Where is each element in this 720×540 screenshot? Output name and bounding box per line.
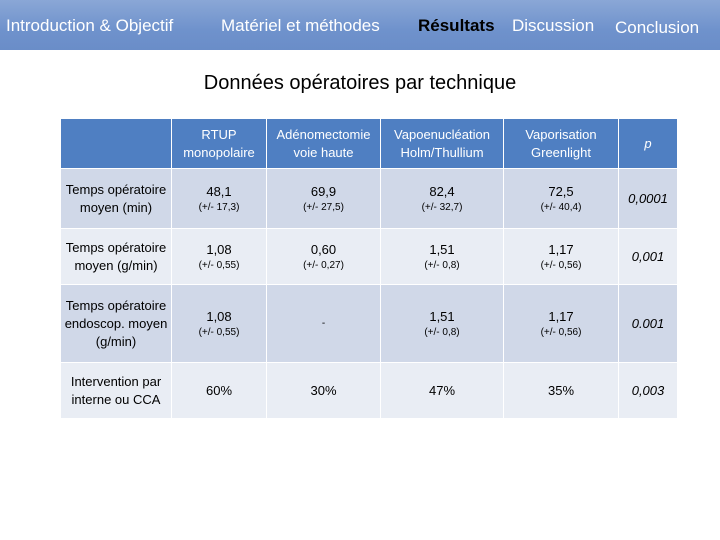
cell-sd: (+/- 0,27) [303,259,344,271]
cell-value: 47% [428,382,456,398]
table-cell [267,169,381,229]
header-p: p [619,119,678,169]
slide-title: Données opératoires par technique [203,72,517,94]
cell-value: 1,08 [206,308,232,324]
cell-sd: (+/- 40,4) [540,201,582,213]
cell-value: 72,5 [548,183,574,199]
table-cell [267,285,381,363]
cell-sd: (+/- 27,5) [303,201,344,213]
row-label: Temps opératoire endoscop. moyen (g/min) [61,285,172,363]
table-row [61,363,678,419]
row-label: Temps opératoire moyen (g/min) [61,229,172,285]
cell-value: 1,51 [429,308,455,324]
header-rtup: RTUP monopolaire [172,119,267,169]
cell-value: 1,17 [548,241,574,257]
table-cell [172,229,267,285]
cell-sd: (+/- 0,56) [540,326,582,338]
header-vaporisation: Vaporisation Greenlight [504,119,619,169]
table-header-row [61,119,678,169]
table-cell [381,229,504,285]
section-nav-bar [0,0,720,50]
header-adenomectomie: Adénomectomie voie haute [267,119,381,169]
table-cell [172,285,267,363]
nav-introduction[interactable]: Introduction & Objectif [6,16,174,35]
cell-value: 1,51 [429,241,455,257]
p-value: 0,001 [619,229,678,285]
table-cell [504,285,619,363]
p-value: 0,0001 [619,169,678,229]
nav-conclusion[interactable]: Conclusion [615,18,700,37]
cell-value: 60% [205,382,233,398]
table-row [61,229,678,285]
p-value: 0.001 [619,285,678,363]
cell-value: 69,9 [310,183,337,199]
table-cell [381,169,504,229]
table-cell [172,169,267,229]
header-corner [61,119,172,169]
cell-value: 82,4 [429,183,455,199]
cell-value: 1,08 [206,241,232,257]
table-cell [267,229,381,285]
cell-sd: (+/- 32,7) [421,201,463,213]
table-cell [504,169,619,229]
cell-value: 48,1 [206,183,232,199]
cell-value: - [321,317,326,329]
cell-value: 35% [547,382,575,398]
cell-sd: (+/- 0,55) [198,326,240,338]
p-value: 0,003 [619,363,678,419]
table-cell [504,363,619,419]
table-cell [381,285,504,363]
row-label: Temps opératoire moyen (min) [61,169,172,229]
cell-sd: (+/- 0,8) [424,326,460,338]
header-vapoenucleation: Vapoenucléation Holm/Thullium [381,119,504,169]
cell-sd: (+/- 0,56) [540,259,582,271]
cell-value: 0,60 [310,241,337,257]
cell-sd: (+/- 0,8) [424,259,460,271]
table-cell [381,363,504,419]
nav-resultats[interactable]: Résultats [418,16,495,35]
table-cell [267,363,381,419]
row-label: Intervention par interne ou CCA [61,363,172,419]
cell-sd: (+/- 0,55) [198,259,240,271]
cell-value: 30% [310,382,337,398]
table-row [61,169,678,229]
results-table [60,118,678,419]
table-cell [504,229,619,285]
table-cell [172,363,267,419]
nav-discussion[interactable]: Discussion [512,16,595,35]
table-row [61,285,678,363]
cell-value: 1,17 [548,308,574,324]
cell-sd: (+/- 17,3) [198,201,240,213]
nav-materiel-methodes[interactable]: Matériel et méthodes [221,16,380,35]
